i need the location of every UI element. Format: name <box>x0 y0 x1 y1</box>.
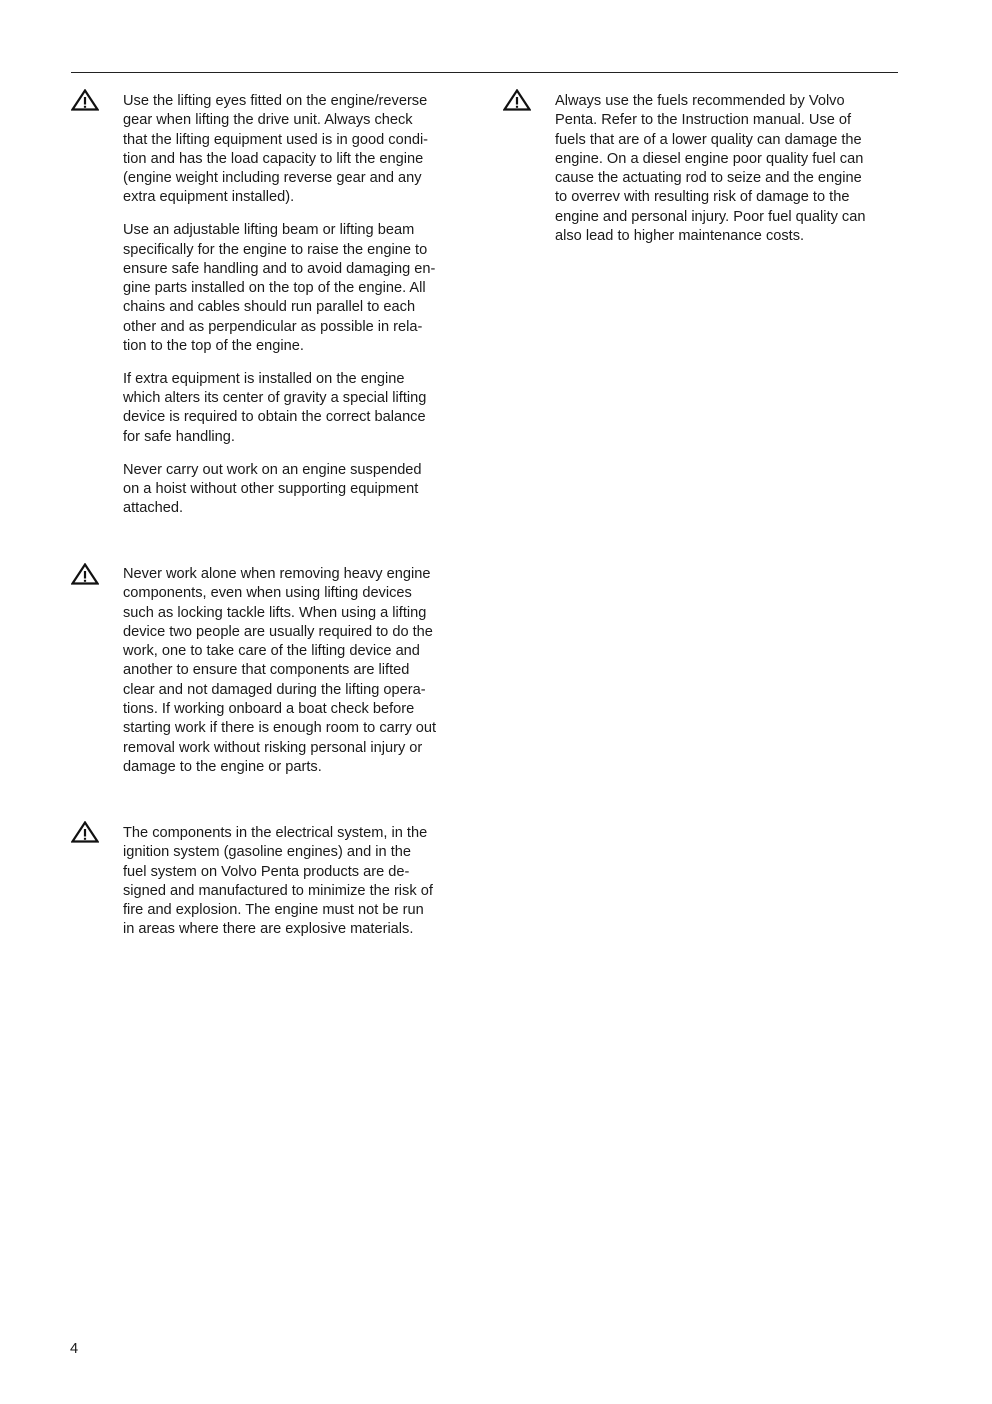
warning-triangle-icon <box>71 89 99 111</box>
warning-text-heavy-components <box>123 565 473 777</box>
paragraph: Use the lifting eyes fitted on the engine/reverse gear when lifting the drive unit. Always check that the lifting equipment used is in good condi- tion and has the load capacity to lift the engine (engine weight including reverse gear and any extra equipment installed). <box>123 93 429 206</box>
paragraph: Never work alone when removing heavy engine components, even when using lifting devices such as locking tackle lifts. When using a lifting device two people are usually required to do the work, one to take care of the lifting device and another to ensure that components are lifted clear and not damaged during the lifting opera- tions. If working onboard a boat check before starting work if there is enough room to carry out removal work without risking personal injury or damage to the engine or parts. <box>123 566 437 775</box>
paragraph: If extra equipment is installed on the engine which alters its center of gravity a special lifting device is required to obtain the correct balance for safe handling. <box>123 370 427 445</box>
paragraph: Never carry out work on an engine suspended on a hoist without other supporting equipment attached. <box>123 461 422 517</box>
warning-triangle-icon <box>71 563 99 585</box>
paragraph: The components in the electrical system, in the ignition system (gasoline engines) and in the fuel system on Volvo Penta products are de- signed and manufactured to minimize the risk of fire and explosion. The engine must not be run in areas where there are explosive materials. <box>123 825 433 938</box>
warning-text-electrical <box>123 824 473 940</box>
paragraph: Always use the fuels recommended by Volvo Penta. Refer to the Instruction manual. Use of fuels that are of a lower quality can damage the engine. On a diesel engine poor quality fuel can cause the actuating rod to seize and the engine to overrev with resulting risk of damage to the engine and personal injury. Poor fuel quality can also lead to higher maintenance costs. <box>555 93 866 245</box>
warning-text-fuels <box>555 92 905 246</box>
top-rule <box>71 72 898 73</box>
warning-triangle-icon <box>503 89 531 111</box>
paragraph: Use an adjustable lifting beam or lifting beam specifically for the engine to raise the engine to ensure safe handling and to avoid damaging en- gine parts installed on the top of the engine. All chains and cables should run parallel to each other and as perpendicular as possible in rela- tion to the top of the engine. <box>123 222 436 355</box>
page-number: 4 <box>70 1341 79 1357</box>
warning-text-lifting <box>123 92 473 518</box>
warning-triangle-icon <box>71 821 99 843</box>
